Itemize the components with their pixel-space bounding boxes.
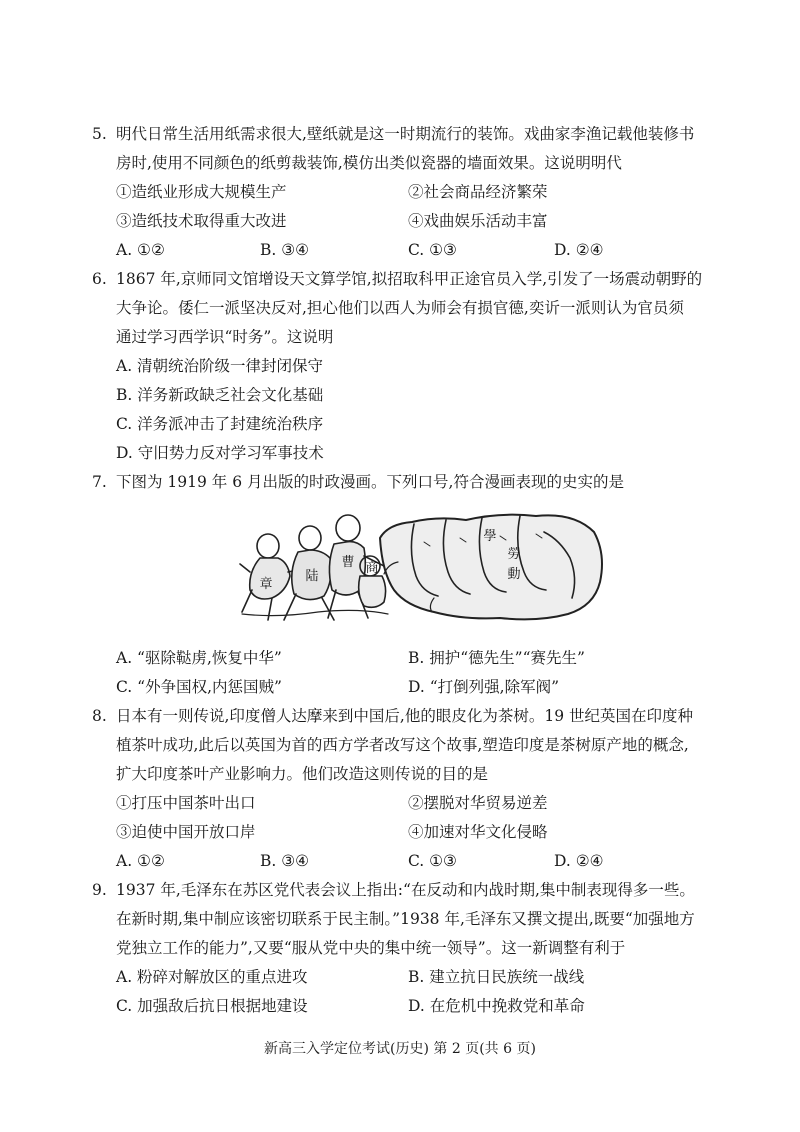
cartoon-label: 章 [259, 577, 273, 592]
statement-item: ②社会商品经济繁荣 [408, 183, 548, 201]
options-row [92, 847, 732, 876]
options-row [92, 992, 732, 1021]
question-7 [92, 468, 732, 497]
cartoon-label: 學 [483, 529, 497, 544]
option-a[interactable]: A. ①② [116, 241, 165, 259]
question-number: 6. [92, 270, 107, 288]
question-stem [92, 702, 732, 789]
option-d[interactable]: D. 守旧势力反对学习军事技术 [116, 444, 324, 462]
option-c[interactable]: C. 加强敌后抗日根据地建设 [116, 997, 308, 1015]
political-cartoon-1919 [238, 502, 608, 632]
option-d[interactable]: D. ②④ [554, 852, 604, 870]
stem-line: 通过学习西学识“时务”。这说明 [116, 328, 334, 346]
question-stem [92, 265, 732, 352]
stem-line: 明代日常生活用纸需求很大,壁纸就是这一时期流行的装饰。戏曲家李渔记载他装修书 [116, 125, 695, 143]
options-row [92, 236, 732, 265]
option-a[interactable]: A. “驱除鞑虏,恢复中华” [116, 649, 282, 667]
stem-line: 党独立工作的能力”,又要“服从党中央的集中统一领导”。这一新调整有利于 [116, 939, 626, 957]
page-footer: 新高三入学定位考试(历史) 第 2 页(共 6 页) [264, 1041, 536, 1057]
stem-line: 大争论。倭仁一派坚决反对,担心他们以西人为师会有损官德,奕䜣一派则认为官员须 [116, 299, 684, 317]
option-b[interactable]: B. ③④ [260, 241, 310, 259]
option-c[interactable]: C. ①③ [408, 241, 457, 259]
cartoon-label: 曹 [341, 555, 355, 570]
option-d[interactable]: D. ②④ [554, 241, 604, 259]
option-a[interactable]: A. 清朝统治阶级一律封闭保守 [116, 357, 324, 375]
option-c[interactable]: C. ①③ [408, 852, 457, 870]
stem-line: 在新时期,集中制应该密切联系于民主制。”1938 年,毛泽东又撰文提出,既要“加强地方 [116, 910, 695, 928]
statement-item: ①造纸业形成大规模生产 [116, 183, 287, 201]
item-row [92, 178, 732, 207]
question-7-options [92, 644, 732, 702]
options-row [92, 673, 732, 702]
option-b[interactable]: B. 建立抗日民族统一战线 [408, 968, 585, 986]
statement-item: ②摆脱对华贸易逆差 [408, 794, 548, 812]
cartoon-label: 動 [507, 567, 521, 582]
option-b[interactable]: B. ③④ [260, 852, 310, 870]
statement-item: ④加速对华文化侵略 [408, 823, 548, 841]
question-number: 5. [92, 125, 107, 143]
question-6 [92, 265, 732, 468]
statement-item: ④戏曲娱乐活动丰富 [408, 212, 548, 230]
option-b[interactable]: B. 拥护“德先生”“赛先生” [408, 649, 585, 667]
option-c[interactable]: C. “外争国权,内惩国贼” [116, 678, 282, 696]
question-9 [92, 876, 732, 1021]
cartoon-label: 商 [365, 561, 379, 576]
cartoon-label: 勞 [507, 547, 521, 562]
question-stem [92, 120, 732, 178]
stem-line: 房时,使用不同颜色的纸剪裁装饰,模仿出类似瓷器的墙面效果。这说明明代 [116, 154, 622, 172]
item-row [92, 207, 732, 236]
option-a[interactable]: A. ①② [116, 852, 165, 870]
stem-line: 1937 年,毛泽东在苏区党代表会议上指出:“在反动和内战时期,集中制表现得多一些。 [116, 881, 695, 899]
question-number: 8. [92, 707, 107, 725]
option-d[interactable]: D. 在危机中挽救党和革命 [408, 997, 585, 1015]
option-b[interactable]: B. 洋务新政缺乏社会文化基础 [116, 386, 324, 404]
statement-item: ③迫使中国开放口岸 [116, 823, 256, 841]
item-row [92, 789, 732, 818]
statement-item: ①打压中国茶叶出口 [116, 794, 256, 812]
question-8 [92, 702, 732, 876]
option-d[interactable]: D. “打倒列强,除军阀” [408, 678, 560, 696]
question-stem [92, 876, 732, 963]
statement-item: ③造纸技术取得重大改进 [116, 212, 287, 230]
stem-line: 下图为 1919 年 6 月出版的时政漫画。下列口号,符合漫画表现的史实的是 [116, 473, 624, 491]
option-a[interactable]: A. 粉碎对解放区的重点进攻 [116, 968, 308, 986]
stem-line: 植茶叶成功,此后以英国为首的西方学者改写这个故事,塑造印度是茶树原产地的概念, [116, 736, 689, 754]
stem-line: 1867 年,京师同文馆增设天文算学馆,拟招取科甲正途官员入学,引发了一场震动朝野的 [116, 270, 703, 288]
item-row [92, 818, 732, 847]
question-number: 9. [92, 881, 107, 899]
options-row [92, 644, 732, 673]
option-c[interactable]: C. 洋务派冲击了封建统治秩序 [116, 415, 324, 433]
cartoon-label: 陆 [305, 569, 319, 584]
question-number: 7. [92, 473, 107, 491]
stem-line: 日本有一则传说,印度僧人达摩来到中国后,他的眼皮化为茶树。19 世纪英国在印度种 [116, 707, 694, 725]
question-stem [92, 468, 732, 497]
stem-line: 扩大印度茶叶产业影响力。他们改造这则传说的目的是 [116, 765, 489, 783]
options-row [92, 963, 732, 992]
question-5 [92, 120, 732, 265]
